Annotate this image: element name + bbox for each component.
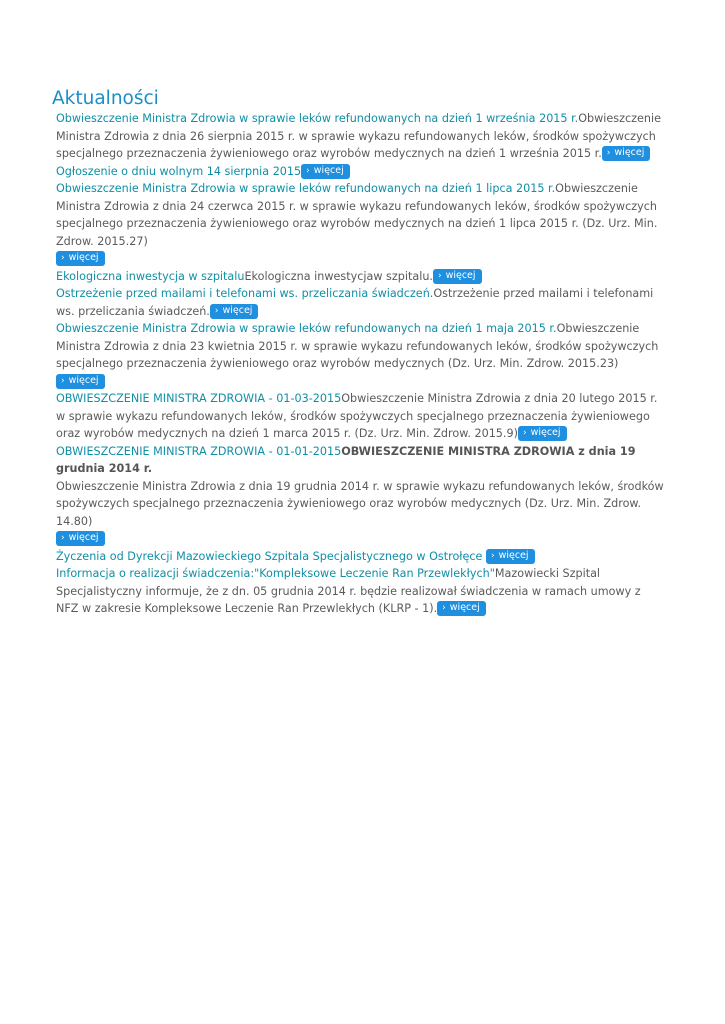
more-button-label: więcej: [530, 427, 561, 438]
news-body: Ostrzeżenie przed mailami i telefonami ws. przeliczania świadczeń.: [56, 287, 654, 318]
more-button-label: więcej: [614, 147, 645, 158]
news-title-link[interactable]: Obwieszczenie Ministra Zdrowia w sprawie leków refundowanych na dzień 1 września 2015 r.: [56, 112, 579, 125]
news-body-bold: OBWIESZCZENIE MINISTRA ZDROWIA z dnia 19 grudnia 2014 r.: [56, 444, 636, 475]
news-title-link[interactable]: Życzenia od Dyrekcji Mazowieckiego Szpitala Specjalistycznego w Ostrołęce: [56, 549, 483, 563]
chevron-right-icon: ›: [437, 270, 442, 281]
more-button[interactable]: [301, 164, 350, 179]
news-item: [56, 285, 666, 320]
news-body: Ekologiczna inwestycjaw szpitalu.: [244, 269, 433, 283]
more-button-label: więcej: [68, 532, 99, 543]
chevron-right-icon: ›: [61, 375, 65, 386]
chevron-right-icon: ›: [442, 603, 446, 613]
news-body: Obwieszczenie Ministra Zdrowia z dnia 23 kwietnia 2015 r. w sprawie wykazu refundowanych leków, środków spożywczych specjalnego przeznaczenia żywieniowego oraz wyrobów medycznych (Dz. Urz. Min. Zdrow. 2015.23): [56, 322, 659, 370]
chevron-right-icon: ›: [490, 550, 495, 561]
news-item: [56, 163, 666, 181]
more-button[interactable]: [518, 426, 567, 441]
more-button-label: więcej: [68, 252, 99, 263]
more-button[interactable]: [602, 146, 651, 161]
more-button-label: więcej: [222, 304, 253, 316]
news-title-link[interactable]: OBWIESZCZENIE MINISTRA ZDROWIA - 01-01-2015: [56, 444, 342, 458]
more-button[interactable]: [210, 304, 259, 319]
more-button-label: więcej: [445, 269, 476, 281]
section-title: Aktualności: [52, 88, 159, 109]
news-body: Obwieszczenie Ministra Zdrowia z dnia 19 grudnia 2014 r. w sprawie wykazu refundowanych leków, środków spożywczych specjalnego przeznaczenia żywieniowego oraz wyrobów medycznych (Dz. Urz. Min. Zdrow. 14.80): [56, 479, 664, 528]
news-list: [56, 110, 666, 618]
news-item: [56, 110, 666, 163]
news-item: [56, 268, 666, 286]
news-item: [56, 320, 666, 390]
news-title-link[interactable]: Obwieszczenie Ministra Zdrowia w sprawie leków refundowanych na dzień 1 maja 2015 r.: [56, 322, 557, 335]
news-title-link[interactable]: Obwieszczenie Ministra Zdrowia w sprawie leków refundowanych na dzień 1 lipca 2015 r.: [56, 182, 556, 195]
news-title-link[interactable]: Ekologiczna inwestycja w szpitalu: [56, 269, 245, 283]
more-button[interactable]: [433, 269, 482, 284]
chevron-right-icon: ›: [61, 533, 65, 543]
news-body: Obwieszczenie Ministra Zdrowia z dnia 24 czerwca 2015 r. w sprawie wykazu refundowanych leków, środków spożywczych specjalnego przeznaczenia żywieniowego oraz wyrobów medycznych na dzień 1 lipca 2015 r. (Dz. Urz. Min. Zdrow. 2015.27): [56, 182, 658, 248]
chevron-right-icon: ›: [606, 148, 611, 158]
more-button[interactable]: [486, 549, 535, 564]
news-item: [56, 443, 666, 548]
chevron-right-icon: ›: [306, 165, 310, 176]
news-body: Obwieszczenie Ministra Zdrowia z dnia 20 lutego 2015 r. w sprawie wykazu refundowanych leków, środków spożywczych specjalnego przeznaczenia żywieniowego oraz wyrobów medycznych na dzień 1 marca 2015 r. (Dz. Urz. Min. Zdrow. 2015.9): [56, 392, 658, 440]
news-item: [56, 180, 666, 268]
more-button[interactable]: [56, 531, 105, 546]
news-title-link[interactable]: Ogłoszenie o dniu wolnym 14 sierpnia 2015: [56, 164, 302, 178]
news-title-link[interactable]: OBWIESZCZENIE MINISTRA ZDROWIA - 01-03-2015: [56, 392, 342, 405]
news-title-link[interactable]: Informacja o realizacji świadczenia:"Kompleksowe Leczenie Ran Przewlekłych": [56, 567, 495, 580]
news-body: Obwieszczenie Ministra Zdrowia z dnia 26 sierpnia 2015 r. w sprawie wykazu refundowanych leków, środków spożywczych specjalnego przeznaczenia żywieniowego oraz wyrobów medycznych na dzień 1 września 2015 r.: [56, 112, 661, 160]
more-button-label: więcej: [313, 164, 344, 176]
news-body: Mazowiecki Szpital Specjalistyczny informuje, że z dn. 05 grudnia 2014 r. będzie realizował świadczenia w ramach umowy z NFZ w zakresie Kompleksowe Leczenie Ran Przewlekłych (KLRP - 1).: [56, 567, 641, 615]
chevron-right-icon: ›: [214, 305, 219, 316]
more-button[interactable]: [56, 374, 105, 389]
more-button-label: więcej: [449, 602, 480, 613]
more-button[interactable]: [56, 251, 105, 266]
news-item: [56, 565, 666, 618]
more-button-label: więcej: [68, 374, 99, 386]
more-button-label: więcej: [498, 549, 529, 561]
more-button[interactable]: [437, 601, 486, 616]
chevron-right-icon: ›: [522, 428, 527, 438]
news-title-link[interactable]: Ostrzeżenie przed mailami i telefonami ws. przeliczania świadczeń.: [56, 287, 434, 300]
news-item: [56, 548, 666, 566]
chevron-right-icon: ›: [61, 253, 65, 263]
news-item: [56, 390, 666, 443]
